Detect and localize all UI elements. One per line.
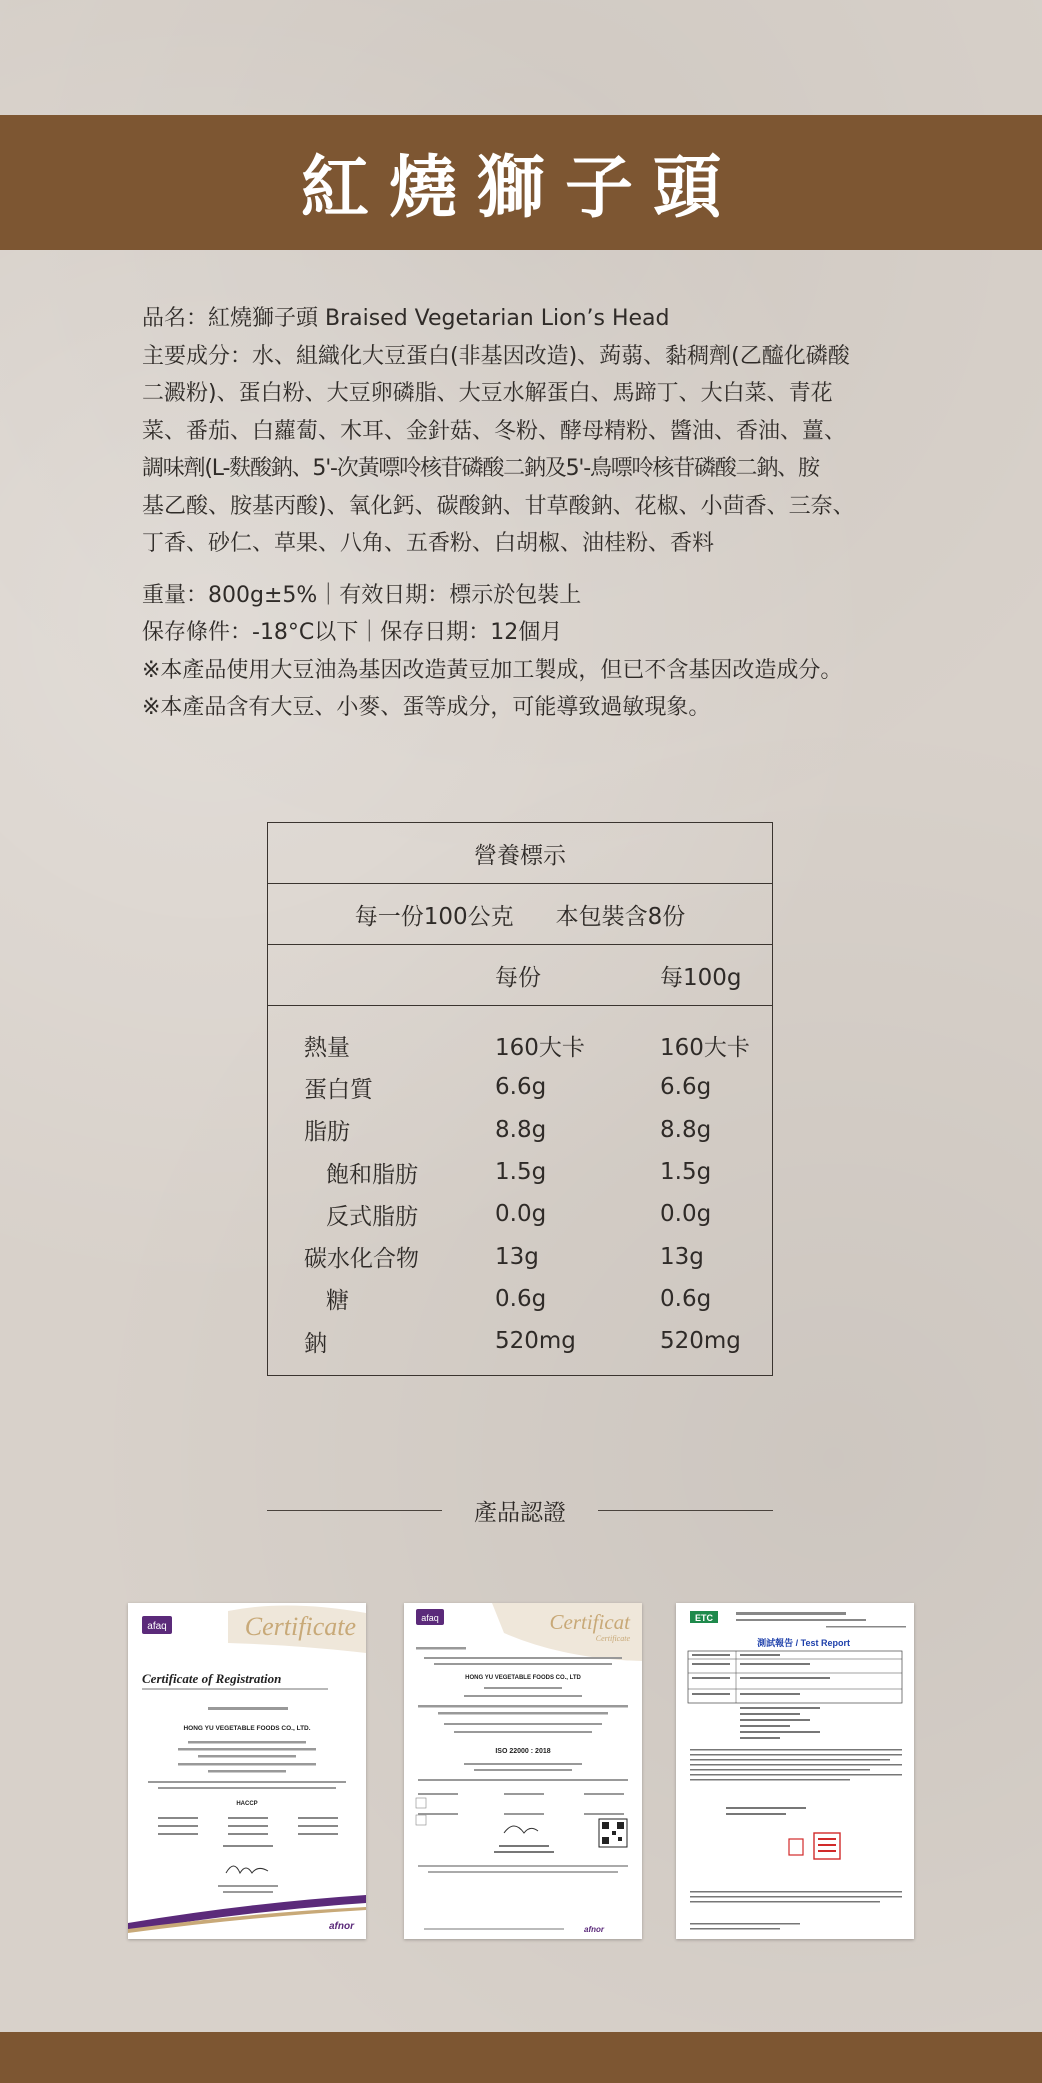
test-report	[676, 1603, 914, 1939]
nutrition-header-row	[268, 945, 772, 1006]
ingredients-line: 丁香、砂仁、草果、八角、五香粉、白胡椒、油桂粉、香料	[142, 531, 715, 556]
cert-header: Certificate	[244, 1612, 356, 1641]
serving-row	[268, 884, 772, 945]
afnor-logo: afnor	[329, 1921, 354, 1932]
etc-logo-text: ETC	[695, 1613, 713, 1623]
afnor-logo: afnor	[584, 1925, 604, 1934]
allergy-note: ※本產品含有大豆、小麥、蛋等成分，可能導致過敏現象。	[142, 695, 711, 720]
nutrition-row: 鈉 520mg 520mg	[304, 1328, 741, 1357]
servings-per-package: 本包裝含8份	[555, 903, 686, 930]
divider	[267, 1510, 442, 1511]
nutrition-title	[268, 823, 772, 884]
nutrition-body	[268, 1006, 772, 1362]
cert-header: Certificat	[549, 1610, 630, 1634]
storage-info: 保存條件：-18°C以下｜保存日期：12個月	[142, 620, 563, 645]
title-banner	[0, 115, 1042, 250]
page-title: 紅燒獅子頭	[300, 148, 741, 228]
ingredients-line: 二澱粉)、蛋白粉、大豆卵磷脂、大豆水解蛋白、馬蹄丁、大白菜、青花	[142, 381, 833, 406]
col-per-100g: 每100g	[660, 964, 742, 991]
nutrition-title-text: 營養標示	[474, 842, 566, 869]
cert-heading: Certificate of Registration	[142, 1671, 282, 1686]
ingredients-line: 主要成分：水、組織化大豆蛋白(非基因改造)、蒟蒻、黏稠劑(乙醯化磷酸	[142, 343, 850, 369]
ingredients-line: 調味劑(L-麩酸鈉、5'-次黃嘌呤核苷磷酸二鈉及5'-鳥嘌呤核苷磷酸二鈉、胺	[142, 456, 819, 481]
certification-title: 產品認證	[474, 1499, 566, 1526]
nutrition-row: 蛋白質 6.6g 6.6g	[304, 1074, 712, 1103]
standard-name: ISO 22000 : 2018	[495, 1748, 551, 1755]
bottom-bar	[0, 2032, 1042, 2083]
nutrition-row: 糖 0.6g 0.6g	[326, 1285, 712, 1315]
weight-expiry: 重量：800g±5%｜有效日期：標示於包裝上	[142, 582, 582, 608]
nutrition-row: 飽和脂肪 1.5g 1.5g	[326, 1159, 712, 1188]
haccp-certificate	[128, 1603, 366, 1939]
nutrition-row: 反式脂肪 0.0g 0.0g	[326, 1201, 712, 1230]
nutrition-row: 碳水化合物 13g 13g	[304, 1243, 704, 1273]
report-heading: 測試報告 / Test Report	[757, 1638, 850, 1648]
iso22000-certificate	[404, 1603, 642, 1939]
gmo-note: ※本產品使用大豆油為基因改造黃豆加工製成，但已不含基因改造成分。	[142, 657, 843, 683]
nutrition-row: 脂肪 8.8g 8.8g	[304, 1116, 712, 1146]
ingredients-line: 菜、番茄、白蘿蔔、木耳、金針菇、冬粉、酵母精粉、醬油、香油、薑、	[142, 418, 847, 444]
certification-heading	[267, 1492, 773, 1528]
standard-name: HACCP	[236, 1801, 258, 1807]
cert-subheader: Certificate	[595, 1634, 630, 1643]
company-name: HONG YU VEGETABLE FOODS CO., LTD.	[183, 1725, 311, 1732]
nutrition-row: 熱量 160大卡 160大卡	[304, 1034, 750, 1061]
ingredients-line: 基乙酸、胺基丙酸)、氧化鈣、碳酸鈉、甘草酸鈉、花椒、小茴香、三奈、	[142, 493, 855, 519]
nutrition-table	[267, 822, 773, 1376]
company-name: HONG YU VEGETABLE FOODS CO., LTD	[465, 1675, 581, 1681]
serving-size: 每一份100公克	[354, 903, 514, 930]
product-info	[142, 300, 912, 727]
afaq-logo-text: afaq	[421, 1613, 439, 1623]
col-per-serving: 每份	[495, 964, 541, 991]
divider	[598, 1510, 773, 1511]
product-name: 品名：紅燒獅子頭 Braised Vegetarian Lion’s Head	[142, 306, 670, 331]
afaq-logo-text: afaq	[147, 1621, 167, 1632]
